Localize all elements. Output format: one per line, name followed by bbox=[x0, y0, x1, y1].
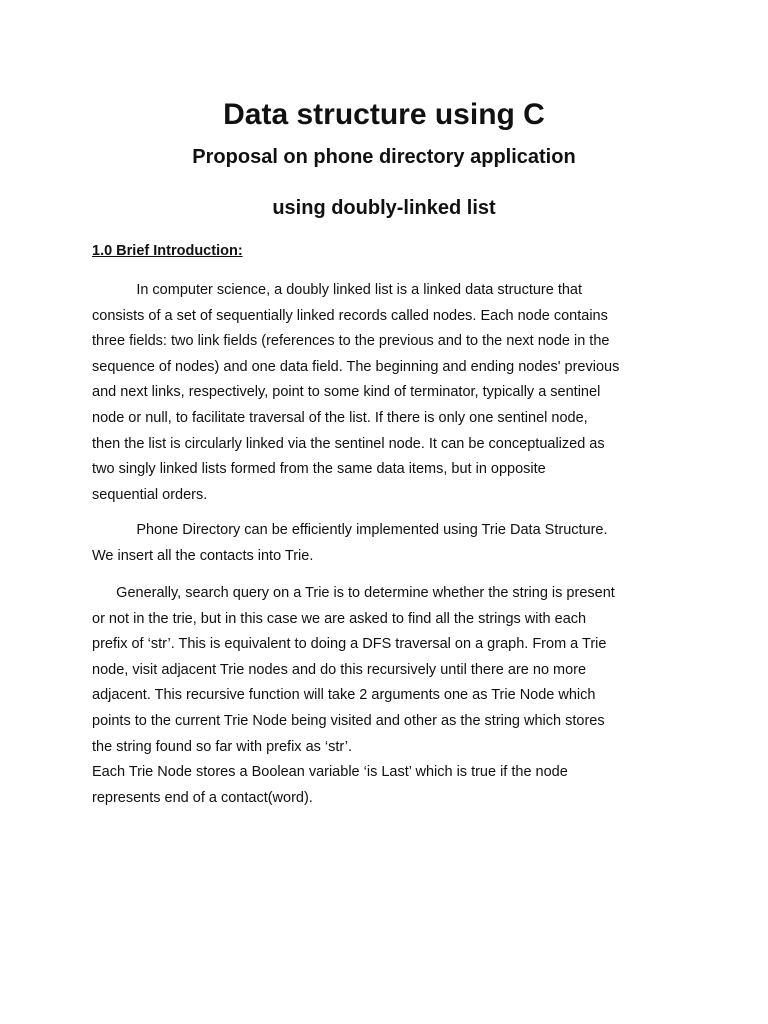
document-subtitle-line-1: Proposal on phone directory application bbox=[192, 146, 576, 168]
document-title: Data structure using C bbox=[223, 98, 545, 131]
section-heading: 1.0 Brief Introduction: bbox=[92, 243, 243, 259]
paragraph-trie-search: Generally, search query on a Trie is to determine whether the string is present or not in the trie, but in this case we are asked to find all the strings with each prefix of ‘str’. This is equivalent to doing a DFS traversal on a graph. From a Trie node, visit adjacent Trie nodes and do this recursively until there are no more adjacent. This recursive function will take 2 arguments one as Trie Node which points to the current Trie Node being visited and other as the string which stores the string found so far with prefix as ‘str’. Each Trie Node stores a Boolean variable ‘is Last’ which is true if the node represents end of a contact(word). bbox=[92, 585, 615, 806]
paragraph-doubly-linked-list: In computer science, a doubly linked list is a linked data structure that consists of a set of sequentially linked records called nodes. Each node contains three fields: two link fields (references to the previous and to the next node in the sequence of nodes) and one data field. The beginning and ending nodes' previous and next links, respectively, point to some kind of terminator, typically a sentinel node or null, to facilitate traversal of the list. If there is only one sentinel node, then the list is circularly linked via the sentinel node. It can be conceptualized as two singly linked lists formed from the same data items, but in opposite sequential orders. bbox=[92, 282, 620, 503]
paragraph-phone-directory-trie: Phone Directory can be efficiently implemented using Trie Data Structure. We insert all the contacts into Trie. bbox=[92, 522, 608, 564]
document-subtitle-line-2: using doubly-linked list bbox=[272, 197, 496, 219]
